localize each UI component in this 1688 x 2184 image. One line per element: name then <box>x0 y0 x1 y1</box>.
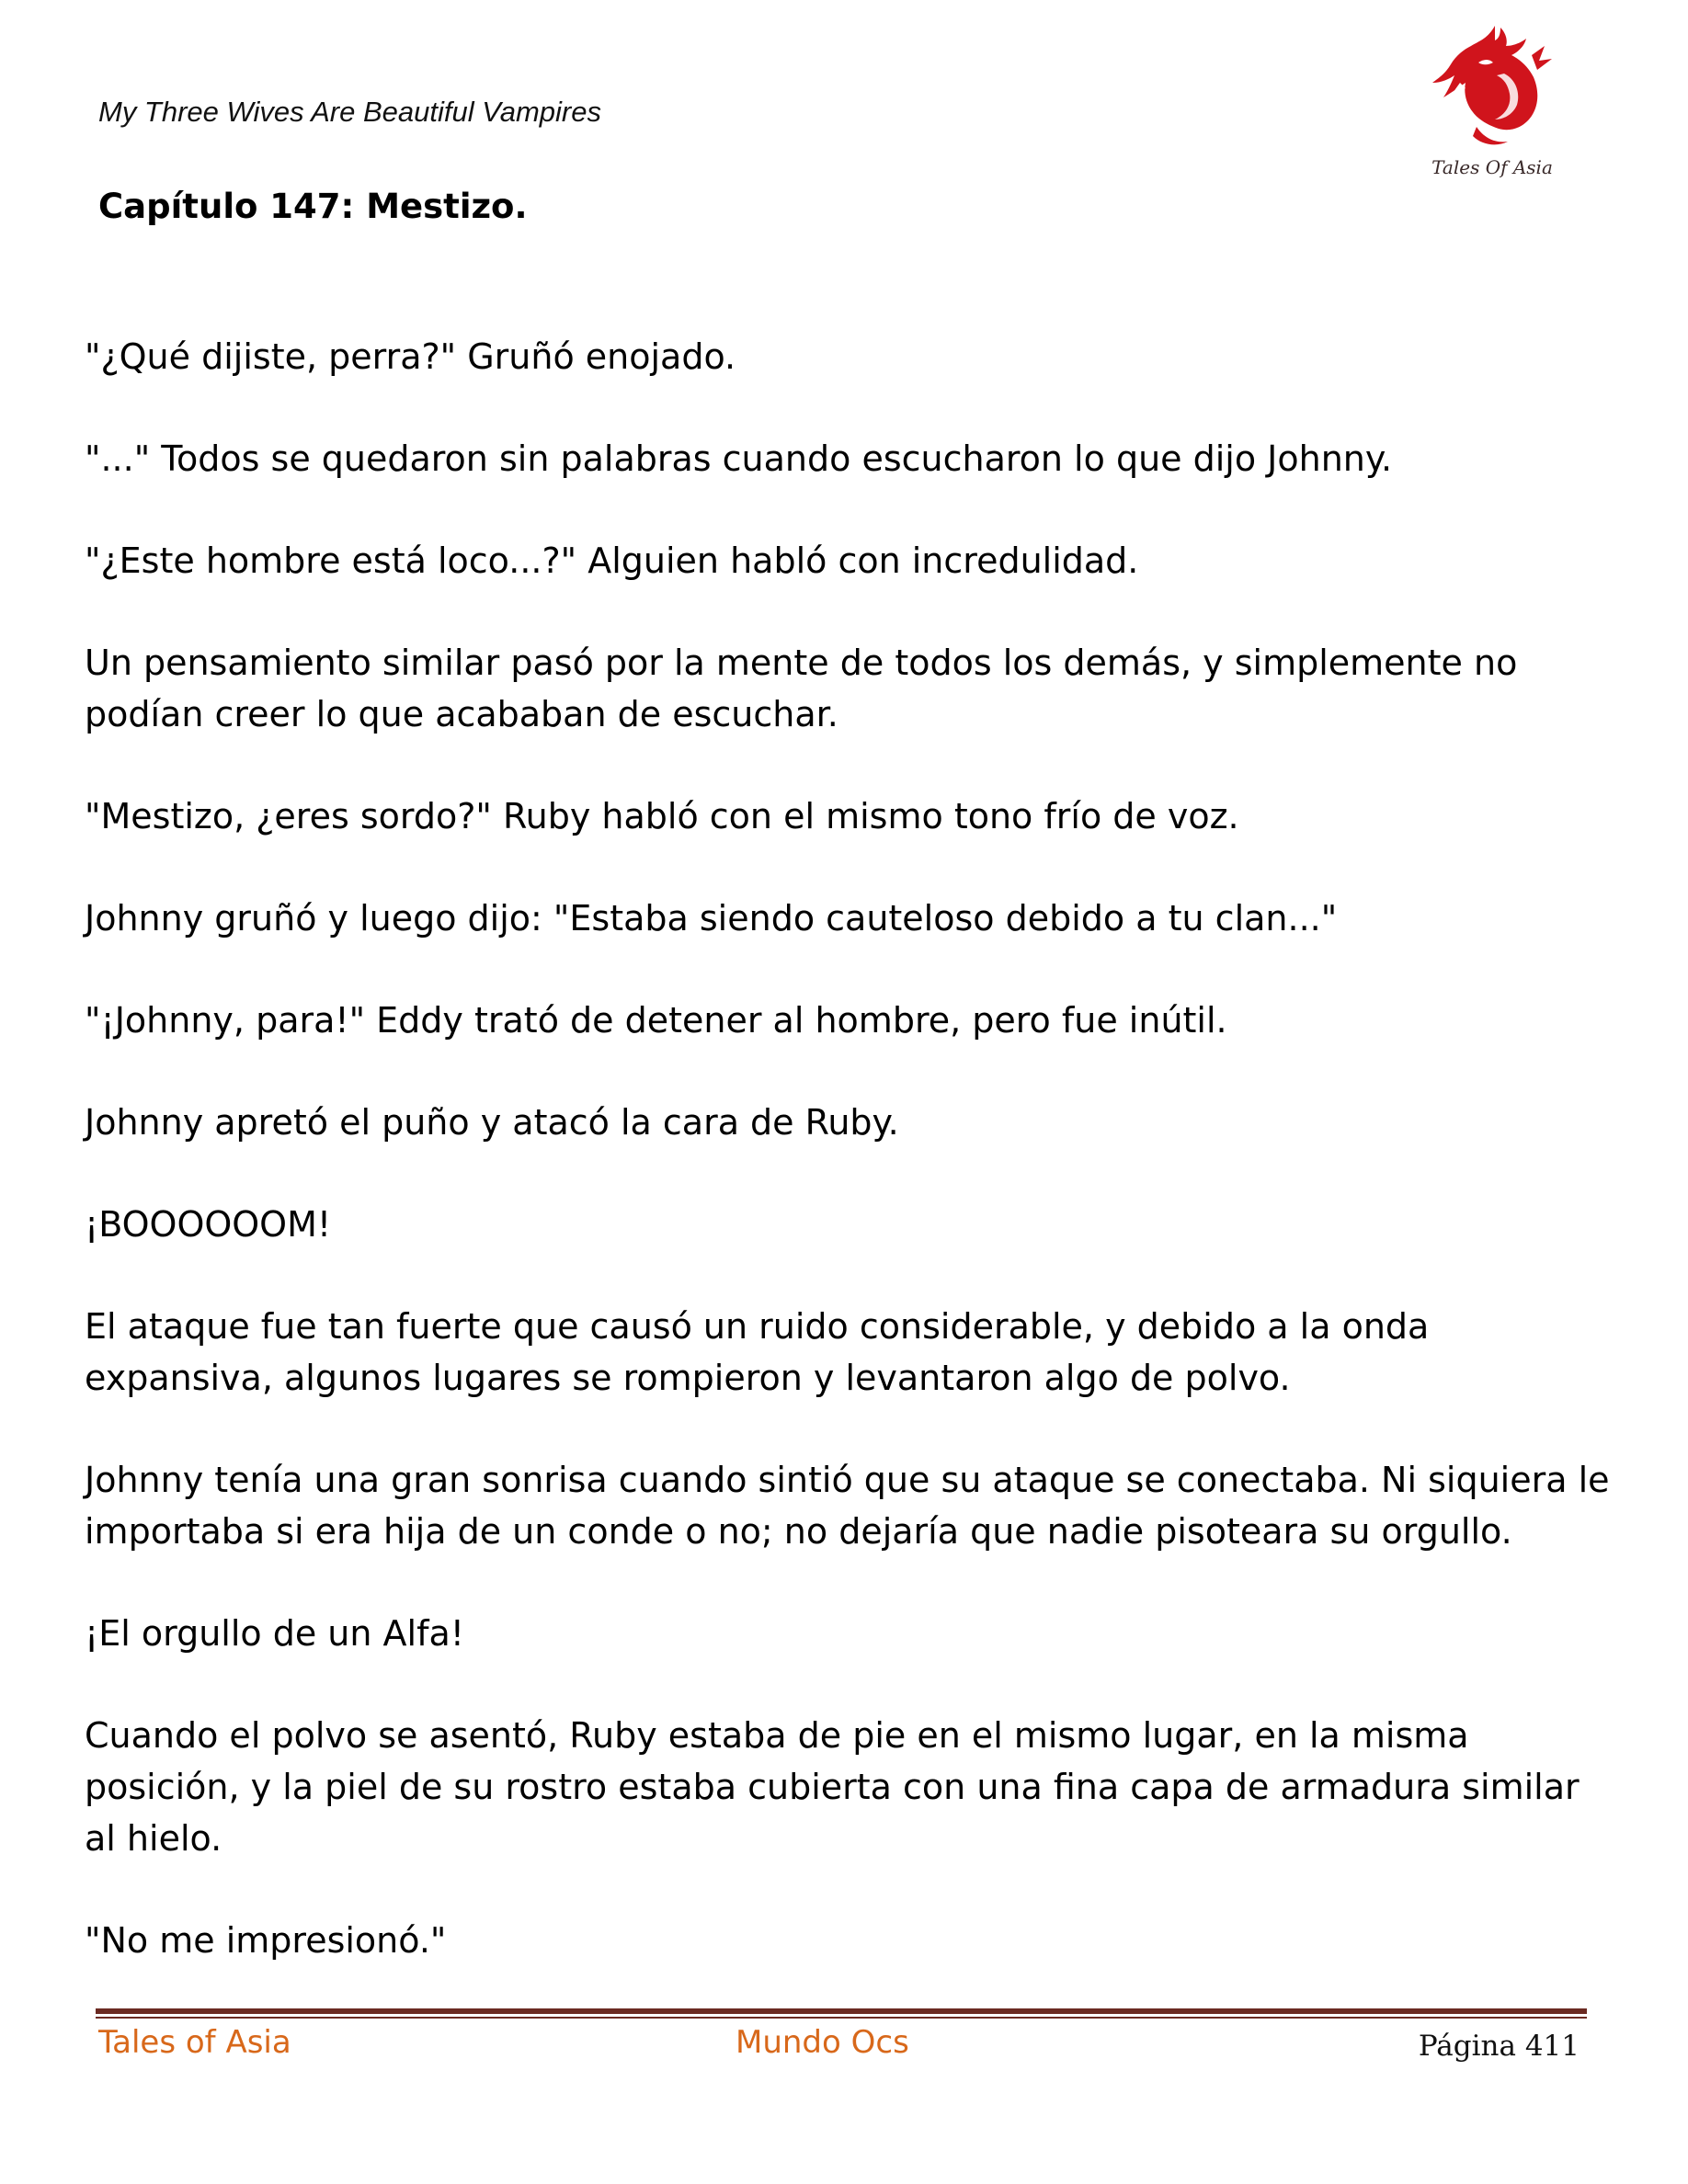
paragraph: Un pensamiento similar pasó por la mente de todos los demás, y simplemente no podían creer lo que acababan de escuchar. <box>85 643 1518 734</box>
footer-source: Mundo Ocs <box>736 2024 909 2061</box>
footer-divider-thin <box>96 2017 1587 2019</box>
logo-text: Tales Of Asia <box>1431 156 1553 178</box>
footer-publisher: Tales of Asia <box>98 2024 291 2061</box>
chapter-title: Capítulo 147: Mestizo. <box>98 187 528 226</box>
paragraph: Johnny tenía una gran sonrisa cuando sintió que su ataque se conectaba. Ni siquiera le importaba si era hija de un conde o no; no dejaría que nadie pisoteara su orgullo. <box>85 1460 1610 1552</box>
book-title: My Three Wives Are Beautiful Vampires <box>98 96 601 128</box>
red-dragon-icon <box>1423 18 1561 156</box>
page-number: Página 411 <box>1418 2030 1580 2063</box>
footer-divider <box>96 2008 1587 2014</box>
paragraph: "¿Este hombre está loco...?" Alguien habló con incredulidad. <box>85 540 1139 581</box>
paragraph: ¡El orgullo de un Alfa! <box>85 1613 465 1654</box>
paragraph: Cuando el polvo se asentó, Ruby estaba de pie en el mismo lugar, en la misma posición, y la piel de su rostro estaba cubierta con una fina capa de armadura similar al hielo. <box>85 1715 1580 1859</box>
paragraph: "¡Johnny, para!" Eddy trató de detener al hombre, pero fue inútil. <box>85 1000 1227 1041</box>
tales-of-asia-logo <box>1423 18 1561 184</box>
paragraph: "Mestizo, ¿eres sordo?" Ruby habló con el mismo tono frío de voz. <box>85 796 1239 836</box>
chapter-body <box>85 331 1611 2017</box>
paragraph: "¿Qué dijiste, perra?" Gruñó enojado. <box>85 336 736 377</box>
paragraph: El ataque fue tan fuerte que causó un ruido considerable, y debido a la onda expansiva, algunos lugares se rompieron y levantaron algo de polvo. <box>85 1306 1430 1398</box>
paragraph: "..." Todos se quedaron sin palabras cuando escucharon lo que dijo Johnny. <box>85 438 1393 479</box>
paragraph: ¡BOOOOOOM! <box>85 1204 332 1245</box>
paragraph: "No me impresionó." <box>85 1920 447 1961</box>
paragraph: Johnny gruñó y luego dijo: "Estaba siendo cauteloso debido a tu clan..." <box>85 898 1338 938</box>
paragraph: Johnny apretó el puño y atacó la cara de Ruby. <box>85 1102 899 1143</box>
